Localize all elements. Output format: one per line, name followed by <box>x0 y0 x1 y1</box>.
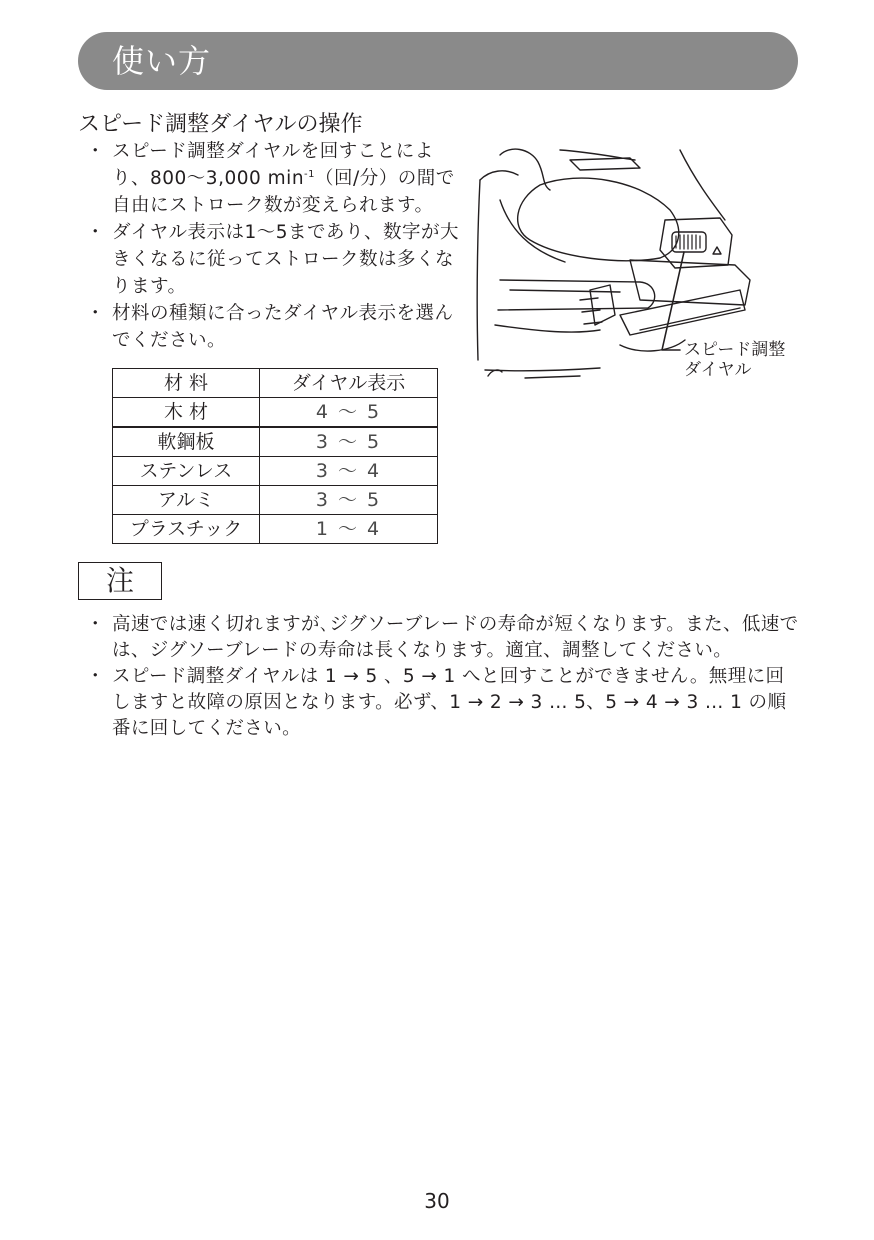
bullet-marker: ・ <box>86 666 105 687</box>
note-label: 注 <box>78 562 162 600</box>
note-list <box>86 612 800 742</box>
column-header-dial: ダイヤル表示 <box>260 369 438 398</box>
section-title: スピード調整ダイヤルの操作 <box>78 112 363 137</box>
header-bar <box>78 32 798 90</box>
column-header-material: 材 料 <box>113 369 260 398</box>
speed-dial-callout: スピード調整 ダイヤル <box>684 340 786 380</box>
table-cell-dial: 4 ～ 5 <box>260 398 438 428</box>
list-item: ・ 材料の種類に合ったダイヤル表示を選んでください。 <box>86 300 466 354</box>
table-row <box>113 457 438 486</box>
list-item: ・ スピード調整ダイヤルは 1 → 5 、5 → 1 へと回すことができません。無理に回しますと故障の原因となります。必ず、1 → 2 → 3 … 5、5 → 4 → 3 … 1 の順番に回してください。 <box>86 666 787 739</box>
table-row <box>113 515 438 544</box>
table-cell-dial: 1 ～ 4 <box>260 515 438 544</box>
table-row <box>113 486 438 515</box>
bullet-marker: ・ <box>86 222 106 243</box>
table-cell-dial: 3 ～ 5 <box>260 427 438 457</box>
bullet-marker: ・ <box>86 303 106 324</box>
table-cell-material: 木 材 <box>113 398 260 428</box>
triangle-marker-icon <box>713 247 721 254</box>
table-cell-material: アルミ <box>113 486 260 515</box>
bullet-marker: ・ <box>86 614 105 635</box>
table-row <box>113 427 438 457</box>
table-cell-material: 軟鋼板 <box>113 427 260 457</box>
table-header-row <box>113 369 438 398</box>
table-cell-dial: 3 ～ 4 <box>260 457 438 486</box>
list-item: ・ ダイヤル表示は1～5まであり、数字が大きくなるに従ってストローク数は多くなります。 <box>86 219 466 300</box>
table-cell-material: ステンレス <box>113 457 260 486</box>
list-item: ・ 高速では速く切れますが､ジグソーブレードの寿命が短くなります。また、低速では、ジグソーブレードの寿命は長くなります。適宜、調整してください。 <box>86 614 799 661</box>
page-number: 30 <box>424 1189 450 1213</box>
material-dial-table <box>112 368 438 544</box>
grip-contour <box>518 178 679 261</box>
bullet-marker: ・ <box>86 141 106 162</box>
list-item: ・ スピード調整ダイヤルを回すことにより、800～3,000 $\min^{-1}$（回/分）の間で自由にストローク数が変えられます。 <box>86 138 466 219</box>
instruction-list <box>86 138 466 354</box>
table-row <box>113 398 438 428</box>
table-cell-material: プラスチック <box>113 515 260 544</box>
page-title: 使い方 <box>112 42 212 80</box>
table-cell-dial: 3 ～ 5 <box>260 486 438 515</box>
housing-outline <box>477 180 480 360</box>
